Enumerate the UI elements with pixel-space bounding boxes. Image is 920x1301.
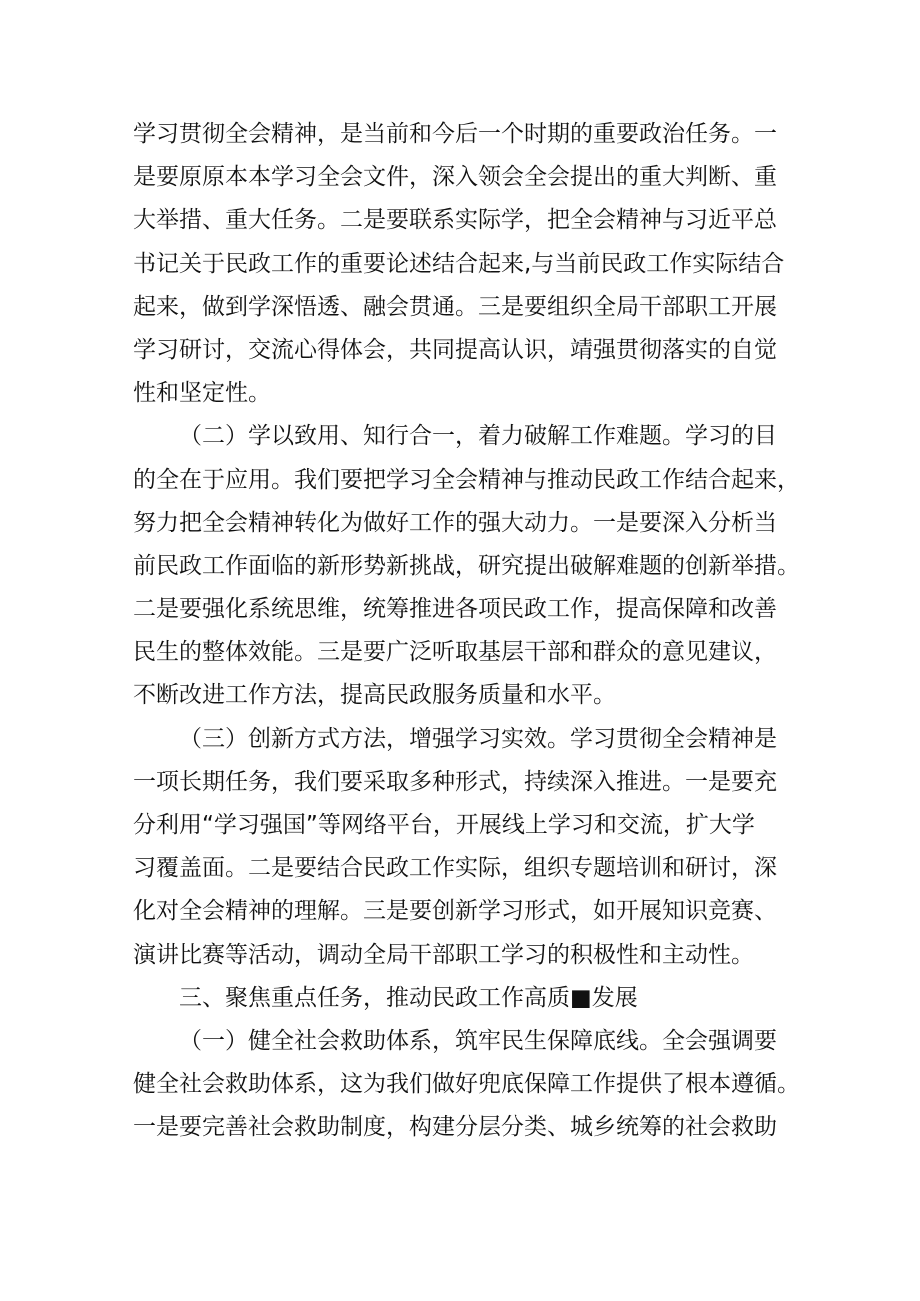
- text-line: 一是要完善社会救助制度，构建分层分类、城乡统筹的社会救助: [133, 1114, 777, 1141]
- text-line: 演讲比赛等活动，调动全局干部职工学习的积极性和主动性。: [133, 941, 754, 968]
- text-line: 是要原原本本学习全会文件，深入领会全会提出的重大判断、重: [133, 164, 777, 191]
- text-line: 习覆盖面。二是要结合民政工作实际，组织专题培训和研讨，深: [133, 855, 777, 882]
- text-line: 一项长期任务，我们要采取多种形式，持续深入推进。一是要充: [133, 768, 777, 795]
- text-line: 学习研讨，交流心得体会，共同提高认识，靖强贯彻落实的自觉: [133, 336, 777, 363]
- text-line: 化对全会精神的理解。三是要创新学习形式，如开展知识竞赛、: [133, 898, 777, 925]
- section-heading-line: （一）健全社会救助体系，筑牢民生保障底线。全会强调要: [179, 1027, 777, 1054]
- body-text: [133, 113, 800, 1150]
- text-line: 学习贯彻全会精神，是当前和今后一个时期的重要政治任务。一: [133, 121, 777, 147]
- text-line: 性和坚定性。: [133, 380, 271, 407]
- text-line: 健全社会救助体系，这为我们做好兜底保障工作提供了根本遵循。: [133, 1071, 800, 1098]
- text-line: 起来，做到学深悟透、融会贯通。三是要组织全局干部职工开展: [133, 293, 777, 320]
- section-heading-line: （三）创新方式方法，增强学习实效。学习贯彻全会精神是: [179, 725, 777, 752]
- text-line: 书记关于民政工作的重要论述结合起来,与当前民政工作实际结合: [133, 250, 785, 277]
- text-line: 大举措、重大任务。二是要联系实际学，把全会精神与习近平总: [133, 207, 777, 234]
- text-line: 民生的整体效能。三是要广泛听取基层干部和群众的意见建议，: [133, 639, 777, 666]
- text-line: 二是要强化系统思维，统筹推进各项民政工作，提高保障和改善: [133, 596, 777, 623]
- text-line: 不断改进工作方法，提高民政服务质量和水平。: [133, 682, 616, 709]
- text-line: 努力把全会精神转化为做好工作的强大动力。一是要深入分析当: [133, 509, 777, 536]
- section-heading-line: （二）学以致用、知行合一，着力破解工作难题。学习的目: [179, 423, 777, 450]
- text-line: 的全在于应用。我们要把学习全会精神与推动民政工作结合起来，: [133, 466, 800, 493]
- chapter-heading-line: 三、聚焦重点任务，推动民政工作高质■发展: [179, 984, 638, 1011]
- text-line: 分利用“学习强国”等网络平台，开展线上学习和交流，扩大学: [133, 812, 755, 838]
- text-line: 前民政工作面临的新形势新挑战，研究提出破解难题的创新举措。: [133, 552, 800, 579]
